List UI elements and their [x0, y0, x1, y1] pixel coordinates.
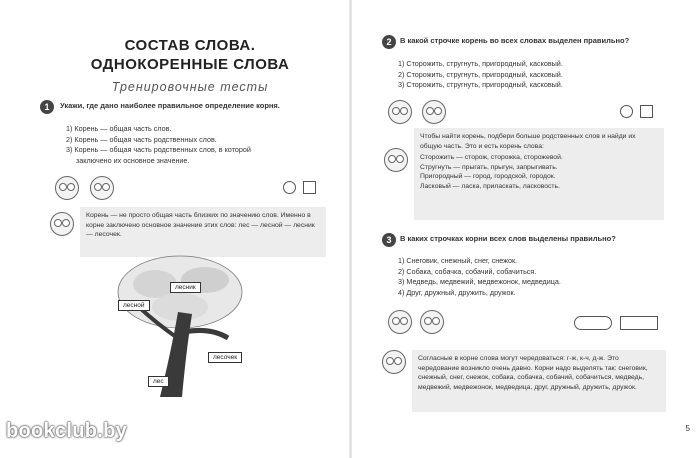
task-1-options: [66, 124, 326, 166]
page-number: 5: [685, 424, 690, 433]
owl-icon: [50, 212, 74, 236]
word-tree: [100, 252, 260, 402]
title-line-2: ОДНОКОРЕННЫЕ СЛОВА: [90, 56, 290, 73]
task-2-options: [398, 59, 678, 91]
owl-icon: [90, 176, 114, 200]
answer-rect[interactable]: [620, 316, 658, 330]
task-2-option[interactable]: 2) Сторожить, стругнуть, пригородный, касковый.: [398, 69, 563, 79]
rule-note-1: [414, 128, 664, 220]
task-2-option[interactable]: 1) Сторожить, стругнуть, пригородный, касковый.: [398, 59, 563, 68]
tree-label: лес: [148, 376, 169, 387]
owl-icon: [422, 100, 446, 124]
task-3-options: [398, 256, 678, 298]
task-3-question: В каких строчках корни всех слов выделены правильно?: [400, 234, 616, 243]
task-number-1: 1: [40, 100, 54, 114]
task-1-option[interactable]: 2) Корень — общая часть родственных слов.: [66, 134, 217, 144]
task-3-option[interactable]: 2) Собака, собачка, собачий, собачиться.: [398, 266, 537, 276]
note-1-row: Стругнуть — прыгать, прыгун, запрыгивать.: [420, 163, 558, 171]
page-title: [60, 36, 320, 74]
right-page: [352, 0, 700, 458]
title-line-1: СОСТАВ СЛОВА.: [124, 37, 256, 54]
owl-icon: [420, 310, 444, 334]
owl-icon: [382, 350, 406, 374]
answer-square[interactable]: [303, 181, 316, 194]
answer-circle[interactable]: [283, 181, 296, 194]
owl-icon: [388, 100, 412, 124]
tree-label: лесочек: [208, 352, 242, 363]
tree-label: лесной: [118, 300, 150, 311]
answer-circle[interactable]: [620, 105, 633, 118]
owl-icon: [384, 148, 408, 172]
note-1-row: Ласковый — ласка, приласкать, ласковость.: [420, 182, 560, 190]
task-3-option[interactable]: 3) Медведь, медвежий, медвежонок, медведица.: [398, 277, 561, 286]
task-2-question: В какой строчке корень во всех словах выделен правильно?: [400, 36, 630, 45]
task-3-option[interactable]: 4) Друг, дружный, дружить, дружок.: [398, 287, 516, 297]
rule-note: Корень — не просто общая часть близких по значению слов. Именно в корне заключено основное значение этих слов: лес — лесной — лесник — лесочек.: [80, 207, 326, 257]
task-number-2: 2: [382, 35, 396, 49]
task-1-question: Укажи, где дано наиболее правильное определение корня.: [60, 101, 280, 110]
watermark: bookclub.by: [6, 420, 128, 442]
note-1-row: Сторожить — сторож, сторожка, сторожевой.: [420, 154, 563, 161]
task-1-option[interactable]: 3) Корень — общая часть родственных слов, в которой: [66, 145, 251, 154]
note-1-row: Пригородный — город, городской, городок.: [420, 173, 556, 180]
section-subtitle: Тренировочные тесты: [111, 80, 269, 94]
answer-pill[interactable]: [574, 316, 612, 330]
owl-icon: [388, 310, 412, 334]
task-number-3: 3: [382, 233, 396, 247]
owl-icon: [55, 176, 79, 200]
task-2-option[interactable]: 3) Сторожить, стругнуть, пригородный, касковый.: [398, 80, 563, 89]
task-1-option-cont: заключено их основное значение.: [76, 155, 190, 165]
note-1-intro: Чтобы найти корень, подбери больше родственных слов и найди их общую часть. Это и есть корень слова:: [420, 133, 636, 150]
tree-illustration: [100, 252, 260, 402]
tree-label: лесник: [170, 282, 201, 293]
task-3-option[interactable]: 1) Снеговик, снежный, снег, снежок.: [398, 256, 518, 265]
task-1-option[interactable]: 1) Корень — общая часть слов.: [66, 124, 172, 133]
answer-square[interactable]: [640, 105, 653, 118]
rule-note-2: Согласные в корне слова могут чередоваться: г-ж, к-ч, д-ж. Это чередование возникло очень давно. Корни надо выделять так: снеговик, снежный, снег, снежок, собака, собачка, собачий, собачиться, медведь, медвежий, медвежонок, медведица, друг, дружный, дружить, дружок.: [412, 350, 666, 412]
